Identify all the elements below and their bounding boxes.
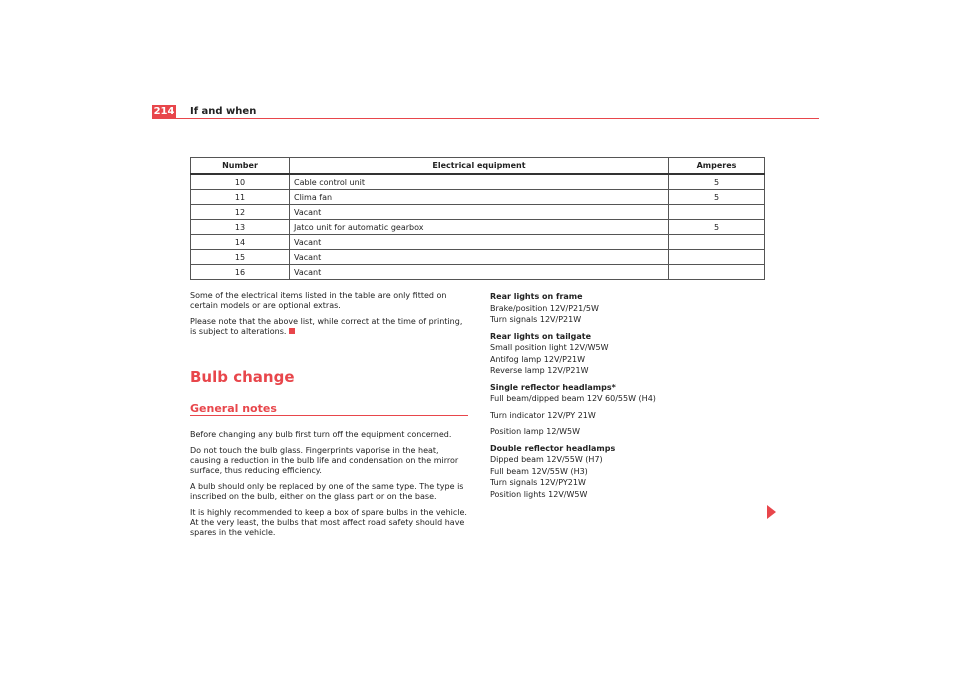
bulb-group	[490, 382, 770, 438]
subsection-title: General notes	[190, 402, 277, 415]
fuse-table	[190, 157, 765, 280]
note-paragraph: Some of the electrical items listed in the table are only fitted on certain models or are optional extras.	[190, 291, 447, 310]
bulb-spec: Turn signals 12V/PY21W	[490, 478, 586, 487]
fuse-number: 13	[191, 220, 290, 235]
note-text: Please note that the above list, while correct at the time of printing, is subject to alterations.	[190, 317, 463, 336]
fuse-number: 16	[191, 265, 290, 280]
fuse-amperes: 5	[669, 190, 765, 205]
fuse-equipment: Clima fan	[290, 190, 669, 205]
bulb-group	[490, 331, 770, 377]
column-header-number: Number	[191, 158, 290, 175]
table-row	[191, 265, 765, 280]
fuse-number: 14	[191, 235, 290, 250]
fuse-equipment: Vacant	[290, 205, 669, 220]
table-row	[191, 190, 765, 205]
fuse-amperes: 5	[669, 174, 765, 190]
note-paragraph	[190, 317, 468, 337]
section-title: Bulb change	[190, 368, 295, 386]
table-row	[191, 205, 765, 220]
bulb-group-title: Single reflector headlamps*	[490, 382, 616, 392]
fuse-number: 12	[191, 205, 290, 220]
bulb-spec: Reverse lamp 12V/P21W	[490, 366, 589, 375]
bulb-spec: Dipped beam 12V/55W (H7)	[490, 455, 603, 464]
bulb-spec: Small position light 12V/W5W	[490, 343, 609, 352]
fuse-number: 11	[191, 190, 290, 205]
bulb-group-title: Double reflector headlamps	[490, 443, 616, 453]
bulb-group	[490, 291, 770, 326]
body-paragraph: It is highly recommended to keep a box of spare bulbs in the vehicle. At the very least, the bulbs that most affect road safety should have spares in the vehicle.	[190, 508, 467, 537]
table-header-row	[191, 158, 765, 175]
fuse-amperes	[669, 250, 765, 265]
subsection-rule	[190, 415, 468, 416]
bulb-spec: Position lamp 12/W5W	[490, 427, 581, 436]
bulb-group-title: Rear lights on tailgate	[490, 331, 592, 341]
next-page-arrow-icon[interactable]	[767, 505, 776, 519]
fuse-equipment: Vacant	[290, 250, 669, 265]
fuse-number: 10	[191, 174, 290, 190]
body-paragraph: A bulb should only be replaced by one of the same type. The type is inscribed on the bulb, either on the glass part or on the base.	[190, 482, 464, 501]
fuse-equipment: Vacant	[290, 265, 669, 280]
fuse-equipment: Jatco unit for automatic gearbox	[290, 220, 669, 235]
column-header-amperes: Amperes	[669, 158, 765, 175]
fuse-amperes	[669, 235, 765, 250]
table-row	[191, 250, 765, 265]
bulb-spec: Brake/position 12V/P21/5W	[490, 303, 599, 313]
fuse-equipment: Vacant	[290, 235, 669, 250]
bulb-spec: Full beam 12V/55W (H3)	[490, 466, 588, 476]
bulb-group-title: Rear lights on frame	[490, 292, 583, 301]
bulb-spec: Full beam/dipped beam 12V 60/55W (H4)	[490, 394, 656, 403]
bulb-list	[490, 291, 770, 505]
fuse-amperes	[669, 265, 765, 280]
table-row	[191, 235, 765, 250]
fuse-amperes: 5	[669, 220, 765, 235]
bulb-spec: Antifog lamp 12V/P21W	[490, 354, 586, 364]
section-end-icon	[289, 328, 295, 334]
column-header-equipment: Electrical equipment	[290, 158, 669, 175]
page-number: 214	[153, 106, 175, 117]
fuse-amperes	[669, 205, 765, 220]
header-rule	[176, 118, 819, 119]
bulb-spec: Turn indicator 12V/PY 21W	[490, 410, 596, 420]
general-notes-body	[190, 430, 470, 544]
body-paragraph: Before changing any bulb first turn off the equipment concerned.	[190, 430, 452, 439]
table-notes	[190, 291, 468, 343]
table-row	[191, 174, 765, 190]
bulb-group	[490, 443, 770, 501]
bulb-spec: Position lights 12V/W5W	[490, 489, 588, 499]
chapter-title: If and when	[190, 106, 257, 117]
table-row	[191, 220, 765, 235]
body-paragraph: Do not touch the bulb glass. Fingerprints vaporise in the heat, causing a reduction in the bulb life and condensation on the mirror surface, thus reducing efficiency.	[190, 446, 459, 475]
fuse-number: 15	[191, 250, 290, 265]
bulb-spec: Turn signals 12V/P21W	[490, 315, 582, 324]
fuse-equipment: Cable control unit	[290, 174, 669, 190]
